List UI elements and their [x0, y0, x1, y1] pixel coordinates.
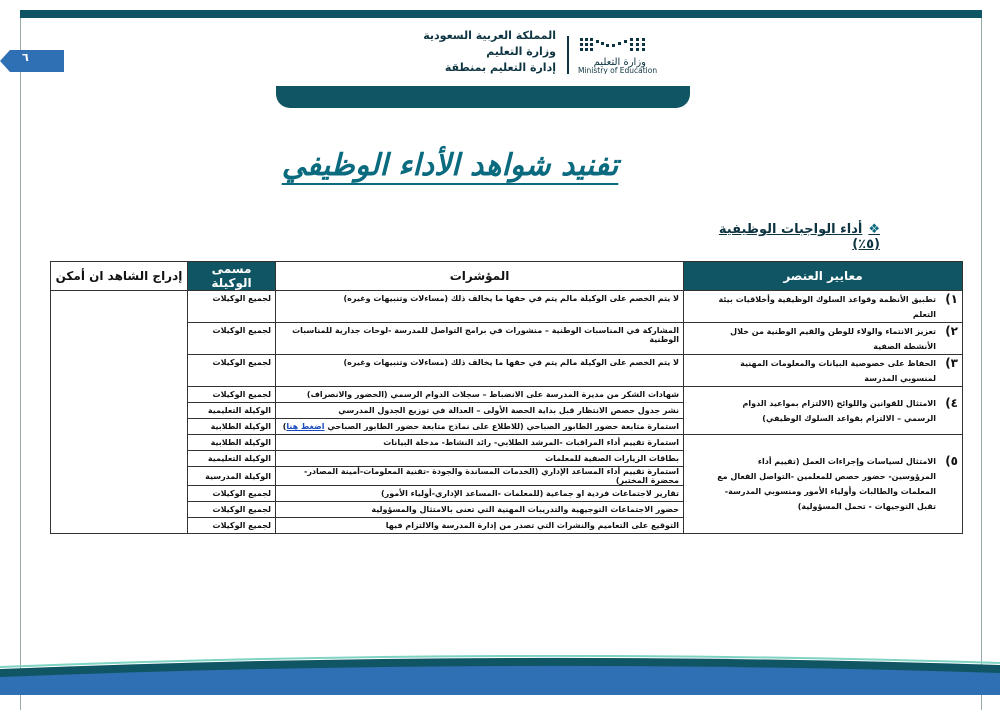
indicator-cell: لا يتم الخصم على الوكيلة مالم يتم في حقها ما يخالف ذلك (مساءلات وتنبيهات وغيره) — [276, 355, 684, 387]
agent-cell: لجميع الوكيلات — [188, 291, 276, 323]
criteria-number: ٥) — [945, 454, 958, 468]
evidence-cell[interactable] — [51, 291, 188, 534]
criteria-text: تطبيق الأنظمة وقواعد السلوك الوظيفية وأخلاقيات بيئة التعلم — [718, 294, 936, 319]
page-tab-arrow-icon — [0, 48, 70, 74]
criteria-number: ٤) — [945, 395, 958, 410]
header-bottom-bar — [276, 86, 690, 108]
header-text — [420, 28, 556, 76]
top-strip — [20, 10, 982, 18]
page-number-tab — [0, 48, 70, 74]
table-row — [51, 323, 963, 355]
header-evidence: إدراج الشاهد ان أمكن — [51, 262, 188, 291]
header-indicators: المؤشرات — [276, 262, 684, 291]
ministry-logo-icon — [578, 34, 696, 74]
indicator-cell: شهادات الشكر من مديرة المدرسة على الانضباط – سجلات الدوام الرسمي (الحضور والانصراف) — [276, 387, 684, 403]
agent-cell: الوكيلة الطلابية — [188, 419, 276, 435]
criteria-number: ١) — [945, 291, 958, 306]
indicator-cell: استمارة تقييم أداء المراقبات -المرشد الطلابي- رائد النشاط- مدخلة البيانات — [276, 435, 684, 451]
criteria-cell — [684, 435, 963, 534]
footer-wave — [0, 655, 1000, 695]
section-heading — [700, 222, 880, 252]
criteria-text: تعزيز الانتماء والولاء للوطن والقيم الوطنية من خلال الأنشطة الصفية — [730, 326, 936, 351]
agent-cell: الوكيلة التعليمية — [188, 403, 276, 419]
criteria-cell — [684, 291, 963, 323]
indicator-cell: استمارة تقييم أداء المساعد الإداري (الخدمات المساندة والجودة -تقنية المعلومات-أمينة المصادر-محضرة المختبر) — [276, 467, 684, 486]
page-title: تفنيد شواهد الأداء الوظيفي — [281, 148, 619, 183]
criteria-text: الامتثال للقوانين واللوائح (الالتزام بمواعيد الدوام الرسمي – الالتزام بقواعد السلوك الوظيفي) — [742, 398, 936, 423]
indicator-cell — [276, 419, 684, 435]
header-kingdom: المملكة العربية السعودية — [423, 29, 556, 42]
agent-cell: لجميع الوكيلات — [188, 502, 276, 518]
logo-arabic-text: وزارة التعليم — [593, 57, 646, 68]
criteria-text: الامتثال لسياسات وإجراءات العمل (تقييم أداء المرؤوسين- حضور حصص للمعلمين -التواصل الفعال مع المعلمات والطالبات وأولياء الأمور ومنسوبي المدرسة-تقبل التوجيهات - تحمل المسؤولية) — [717, 457, 936, 511]
table-row — [51, 291, 963, 323]
table-row — [51, 435, 963, 451]
table-header-row — [51, 262, 963, 291]
agent-cell: لجميع الوكيلات — [188, 355, 276, 387]
indicator-cell: تقارير لاجتماعات فردية او جماعية (للمعلمات -المساعد الإداري-أولياء الأمور) — [276, 486, 684, 502]
criteria-cell — [684, 355, 963, 387]
agent-cell: لجميع الوكيلات — [188, 323, 276, 355]
agent-cell: لجميع الوكيلات — [188, 518, 276, 534]
logo-english-text: Ministry of Education — [578, 66, 658, 74]
indicator-text: استمارة متابعة حضور الطابور الصباحي (للاطلاع على نماذج متابعة حضور الطابور الصباحي — [327, 422, 679, 431]
criteria-number: ٢) — [945, 323, 958, 338]
header-ministry: وزارة التعليم — [486, 45, 556, 58]
header-criteria: معايير العنصر — [684, 262, 963, 291]
indicator-cell: نشر جدول حصص الانتظار قبل بداية الحصة الأولى – العدالة في توزيع الجدول المدرسي — [276, 403, 684, 419]
page-number: ٦ — [22, 51, 29, 64]
indicator-cell: حضور الاجتماعات التوجيهية والتدريبات المهنية التي تعنى بالامتثال والمسؤولية — [276, 502, 684, 518]
header-divider — [567, 36, 569, 74]
table-row — [51, 355, 963, 387]
indicator-cell: المشاركة في المناسبات الوطنية – منشورات في برامج التواصل للمدرسة -لوحات جدارية للمناسبات الوطنية — [276, 323, 684, 355]
header-department: إدارة التعليم بمنطقة — [444, 61, 556, 74]
agent-cell: الوكيلة التعليمية — [188, 451, 276, 467]
section-heading-text: أداء الواجبات الوظيفية (٥٪) — [718, 222, 880, 252]
indicator-cell: التوقيع على التعاميم والنشرات التي تصدر من إدارة المدرسة والالتزام فيها — [276, 518, 684, 534]
criteria-cell — [684, 387, 963, 435]
indicator-text-end: ) — [282, 422, 287, 431]
criteria-number: ٣) — [945, 355, 958, 370]
agent-cell: الوكيلة المدرسية — [188, 467, 276, 486]
ministry-logo — [578, 34, 696, 74]
indicator-cell: لا يتم الخصم على الوكيلة مالم يتم في حقها ما يخالف ذلك (مساءلات وتنبيهات وغيره) — [276, 291, 684, 323]
header-agent: مسمى الوكيلة — [188, 262, 276, 291]
agent-cell: لجميع الوكيلات — [188, 387, 276, 403]
agent-cell: لجميع الوكيلات — [188, 486, 276, 502]
criteria-cell — [684, 323, 963, 355]
criteria-text: الحفاظ على خصوصية البيانات والمعلومات المهنية لمنسوبي المدرسة — [740, 358, 936, 383]
indicator-cell: بطاقات الزيارات الصفية للمعلمات — [276, 451, 684, 467]
evidence-table — [50, 261, 963, 534]
table-row — [51, 387, 963, 403]
agent-cell: الوكيلة الطلابية — [188, 435, 276, 451]
footer-wave-graphic — [0, 655, 1000, 695]
click-here-link[interactable]: اضغط هنا — [286, 422, 325, 431]
diamond-bullet-icon: ❖ — [868, 222, 880, 237]
